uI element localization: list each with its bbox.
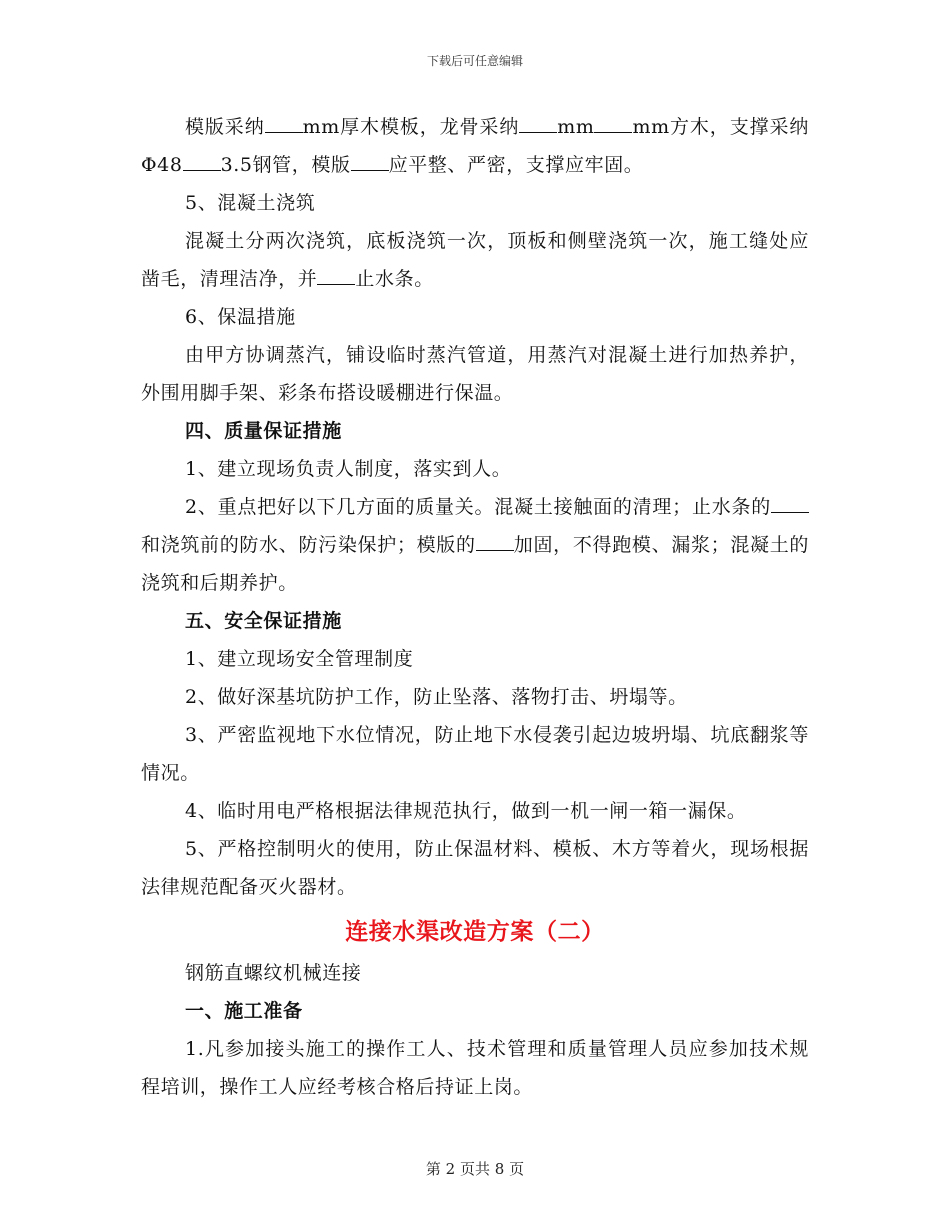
document-body [141, 108, 809, 1106]
page-footer: 第 2 页共 8 页 [425, 1160, 525, 1178]
text-span: 加固，不得跑模、漏浆；混凝土的浇筑和后期养护。 [141, 534, 809, 594]
paragraph-safety-4: 4、临时用电严格根据法律规范执行，做到一机一闸一箱一漏保。 [185, 800, 747, 822]
document-title: 连接水渠改造方案（二） [345, 919, 605, 945]
blank-line [351, 169, 389, 171]
text-span: mm [557, 116, 595, 138]
paragraph-safety-1: 1、建立现场安全管理制度 [185, 648, 414, 670]
paragraph-preparation-1: 1.凡参加接头施工的操作工人、技术管理和质量管理人员应参加技术规程培训，操作工人应经考核合格后持证上岗。 [141, 1038, 809, 1098]
section-preparation: 一、施工准备 [185, 1000, 303, 1022]
blank-line [519, 131, 557, 133]
paragraph-formwork [141, 108, 809, 184]
blank-line [594, 131, 632, 133]
blank-line [476, 549, 514, 551]
page-header: 下载后可任意编辑 [426, 54, 523, 68]
paragraph-quality-1: 1、建立现场负责人制度，落实到人。 [185, 458, 512, 480]
paragraph-safety-5: 5、严格控制明火的使用，防止保温材料、模板、木方等着火，现场根据法律规范配备灭火器材。 [141, 838, 809, 898]
text-span: 2、重点把好以下几方面的质量关。混凝土接触面的清理；止水条的 [185, 496, 771, 518]
paragraph-quality-2 [141, 488, 809, 602]
text-span: 止水条。 [355, 268, 434, 290]
paragraph-safety-2: 2、做好深基坑防护工作，防止坠落、落物打击、坍塌等。 [185, 686, 688, 708]
text-span: 模版采纳 [185, 116, 265, 138]
blank-line [265, 131, 303, 133]
blank-line [183, 169, 221, 171]
text-span: 3.5钢管，模版 [220, 154, 351, 176]
text-span: mm厚木模板，龙骨采纳 [302, 116, 520, 138]
text-span: 混凝土分两次浇筑，底板浇筑一次，顶板和侧壁浇筑一次，施工缝处应凿毛，清理洁净，并 [141, 230, 809, 290]
text-span: 和浇筑前的防水、防污染保护；模版的 [141, 534, 476, 556]
paragraph-insulation: 由甲方协调蒸汽，铺设临时蒸汽管道，用蒸汽对混凝土进行加热养护，外围用脚手架、彩条布搭设暖棚进行保温。 [141, 344, 809, 404]
section-quality: 四、质量保证措施 [185, 420, 342, 442]
text-span: 应平整、严密，支撑应牢固。 [388, 154, 644, 176]
text-span: mm方木，支撑采纳Φ48 [141, 116, 809, 176]
subtitle: 钢筋直螺纹机械连接 [185, 962, 362, 984]
heading-insulation: 6、保温措施 [185, 306, 296, 328]
section-safety: 五、安全保证措施 [185, 610, 342, 632]
blank-line [771, 511, 809, 513]
paragraph-concrete-pour [141, 222, 809, 298]
paragraph-safety-3: 3、严密监视地下水位情况，防止地下水侵袭引起边坡坍塌、坑底翻浆等情况。 [141, 724, 809, 784]
heading-concrete-pour: 5、混凝土浇筑 [185, 192, 316, 214]
blank-line [317, 283, 355, 285]
